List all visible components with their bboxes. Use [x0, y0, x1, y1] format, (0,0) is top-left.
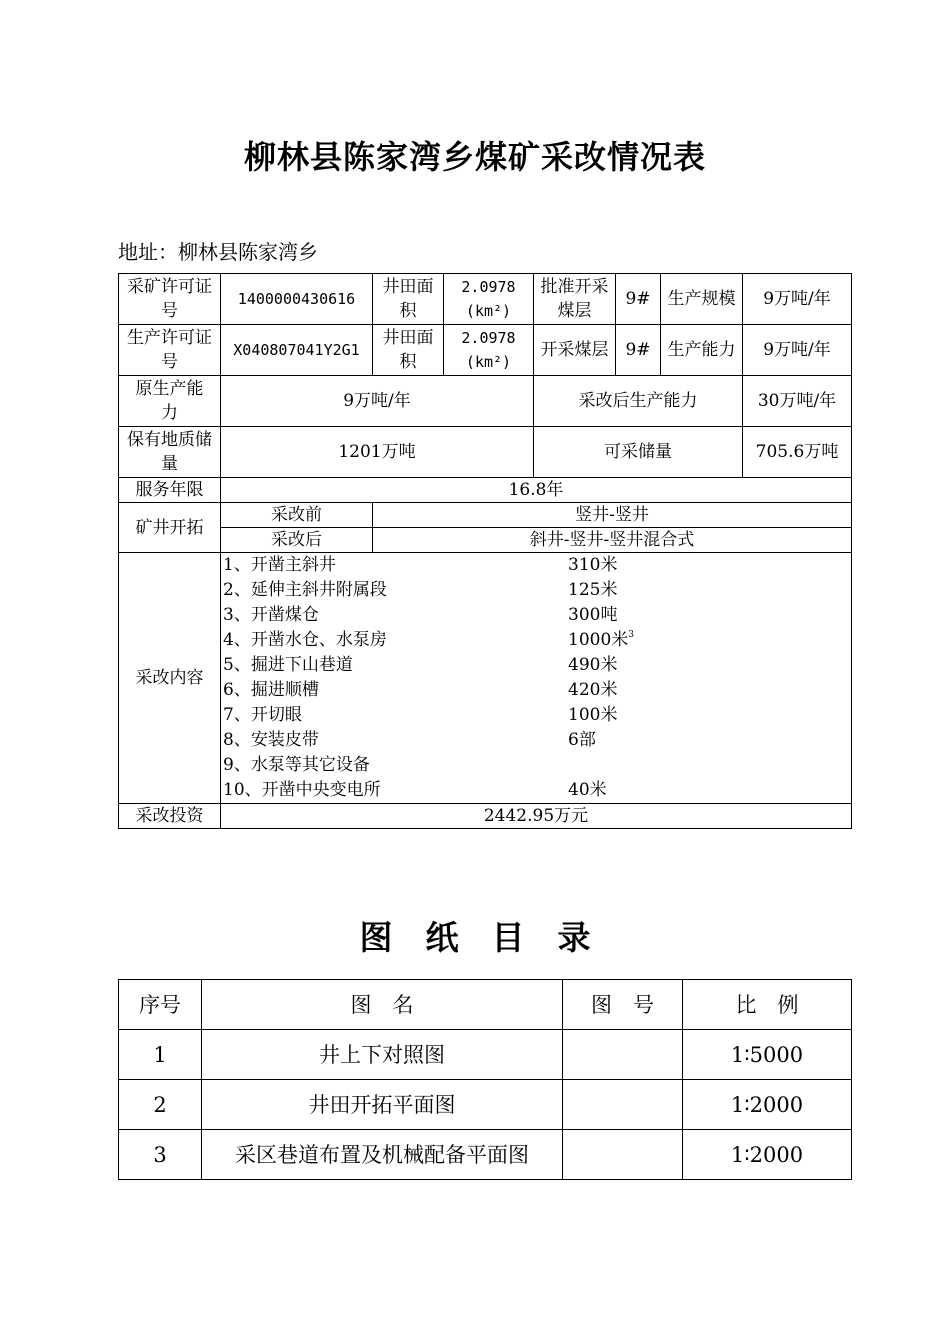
- row-number: [563, 1080, 683, 1130]
- item-name: 2、延伸主斜井附属段: [223, 580, 387, 600]
- field-area-label: 井田面积: [373, 274, 444, 325]
- field-area-unit: (km²): [465, 302, 512, 320]
- production-scale-value: 9万吨/年: [743, 274, 852, 325]
- field-area-value: 2.0978: [461, 278, 516, 296]
- address-line: 地址：柳林县陈家湾乡: [118, 240, 318, 264]
- item-name: 4、开凿水仓、水泵房: [223, 630, 387, 650]
- after-capacity-label: 采改后生产能力: [534, 376, 743, 427]
- field-area-cell: [444, 274, 534, 325]
- item-name: 9、水泵等其它设备: [223, 755, 370, 775]
- mine-info-table: [118, 273, 852, 829]
- row-index: 3: [119, 1130, 202, 1180]
- table-row: [119, 1130, 852, 1180]
- row-name: 井田开拓平面图: [202, 1080, 563, 1130]
- after-label: 采改后: [221, 528, 373, 553]
- production-license-label: 生产许可证 号: [119, 325, 221, 376]
- field-area-value-2: 2.0978: [461, 329, 516, 347]
- item-name: 7、开切眼: [223, 705, 302, 725]
- list-item: [223, 703, 849, 728]
- production-capacity-label: 生产能力: [661, 325, 743, 376]
- list-item: [223, 603, 849, 628]
- field-area-cell-2: [444, 325, 534, 376]
- content-list: [221, 553, 852, 804]
- original-capacity-value: 9万吨/年: [221, 376, 534, 427]
- item-name: 6、掘进顺槽: [223, 680, 319, 700]
- after-value: 斜井-竖井-竖井混合式: [373, 528, 852, 553]
- table-row: [119, 1030, 852, 1080]
- row-name: 井上下对照图: [202, 1030, 563, 1080]
- item-value: 310米: [568, 555, 618, 575]
- before-label: 采改前: [221, 503, 373, 528]
- item-value: 490米: [568, 655, 618, 675]
- list-item: [223, 678, 849, 703]
- production-scale-label: 生产规模: [661, 274, 743, 325]
- development-label: 矿井开拓: [119, 503, 221, 553]
- row-number: [563, 1130, 683, 1180]
- before-value: 竖井-竖井: [373, 503, 852, 528]
- item-name: 10、开凿中央变电所: [223, 780, 381, 800]
- item-value: 6部: [568, 730, 596, 750]
- investment-label: 采改投资: [119, 804, 221, 829]
- list-item: [223, 753, 849, 778]
- drawings-table: [118, 979, 852, 1180]
- header-name: 图 名: [202, 980, 563, 1030]
- page-title: 柳林县陈家湾乡煤矿采改情况表: [243, 138, 706, 176]
- list-item: [223, 653, 849, 678]
- header-number: 图 号: [563, 980, 683, 1030]
- list-item: [223, 728, 849, 753]
- list-item: [223, 578, 849, 603]
- approved-seam-label: 批准开采煤层: [534, 274, 616, 325]
- row-scale: 1∶2000: [683, 1080, 852, 1130]
- mineable-reserve-value: 705.6万吨: [743, 427, 852, 478]
- investment-value: 2442.95万元: [221, 804, 852, 829]
- service-life-label: 服务年限: [119, 478, 221, 503]
- mineable-reserve-label: 可采储量: [534, 427, 743, 478]
- production-capacity-value: 9万吨/年: [743, 325, 852, 376]
- item-value-wrap: [568, 628, 768, 653]
- geological-reserve-label: 保有地质储 量: [119, 427, 221, 478]
- after-capacity-value: 30万吨/年: [743, 376, 852, 427]
- field-area-label-2: 井田面积: [373, 325, 444, 376]
- row-number: [563, 1030, 683, 1080]
- item-value: 40米: [568, 780, 607, 800]
- mined-seam-value: 9#: [616, 325, 661, 376]
- field-area-unit-2: (km²): [465, 353, 512, 371]
- row-index: 1: [119, 1030, 202, 1080]
- row-name: 采区巷道布置及机械配备平面图: [202, 1130, 563, 1180]
- item-value: 1000米: [568, 630, 629, 650]
- item-name: 1、开凿主斜井: [223, 555, 336, 575]
- list-item: [223, 628, 849, 653]
- mining-license-label: 采矿许可证 号: [119, 274, 221, 325]
- item-name: 5、掘进下山巷道: [223, 655, 353, 675]
- mined-seam-label: 开采煤层: [534, 325, 616, 376]
- item-value-superscript: 3: [628, 630, 634, 640]
- item-value: 100米: [568, 705, 618, 725]
- content-label: 采改内容: [119, 553, 221, 804]
- row-index: 2: [119, 1080, 202, 1130]
- item-value: 420米: [568, 680, 618, 700]
- production-license-value: X040807041Y2G1: [221, 325, 373, 376]
- table-row: [119, 1080, 852, 1130]
- item-value: [568, 753, 768, 778]
- item-value: 300吨: [568, 605, 618, 625]
- mining-license-value: 1400000430616: [221, 274, 373, 325]
- header-index: 序号: [119, 980, 202, 1030]
- drawings-title: 图 纸 目 录: [359, 918, 591, 957]
- header-scale: 比 例: [683, 980, 852, 1030]
- original-capacity-label: 原生产能 力: [119, 376, 221, 427]
- item-name: 8、安装皮带: [223, 730, 319, 750]
- item-name: 3、开凿煤仓: [223, 605, 319, 625]
- service-life-value: 16.8年: [221, 478, 852, 503]
- item-value: 125米: [568, 580, 618, 600]
- list-item: [223, 778, 849, 803]
- geological-reserve-value: 1201万吨: [221, 427, 534, 478]
- list-item: [223, 553, 849, 578]
- row-scale: 1∶5000: [683, 1030, 852, 1080]
- approved-seam-value: 9#: [616, 274, 661, 325]
- row-scale: 1∶2000: [683, 1130, 852, 1180]
